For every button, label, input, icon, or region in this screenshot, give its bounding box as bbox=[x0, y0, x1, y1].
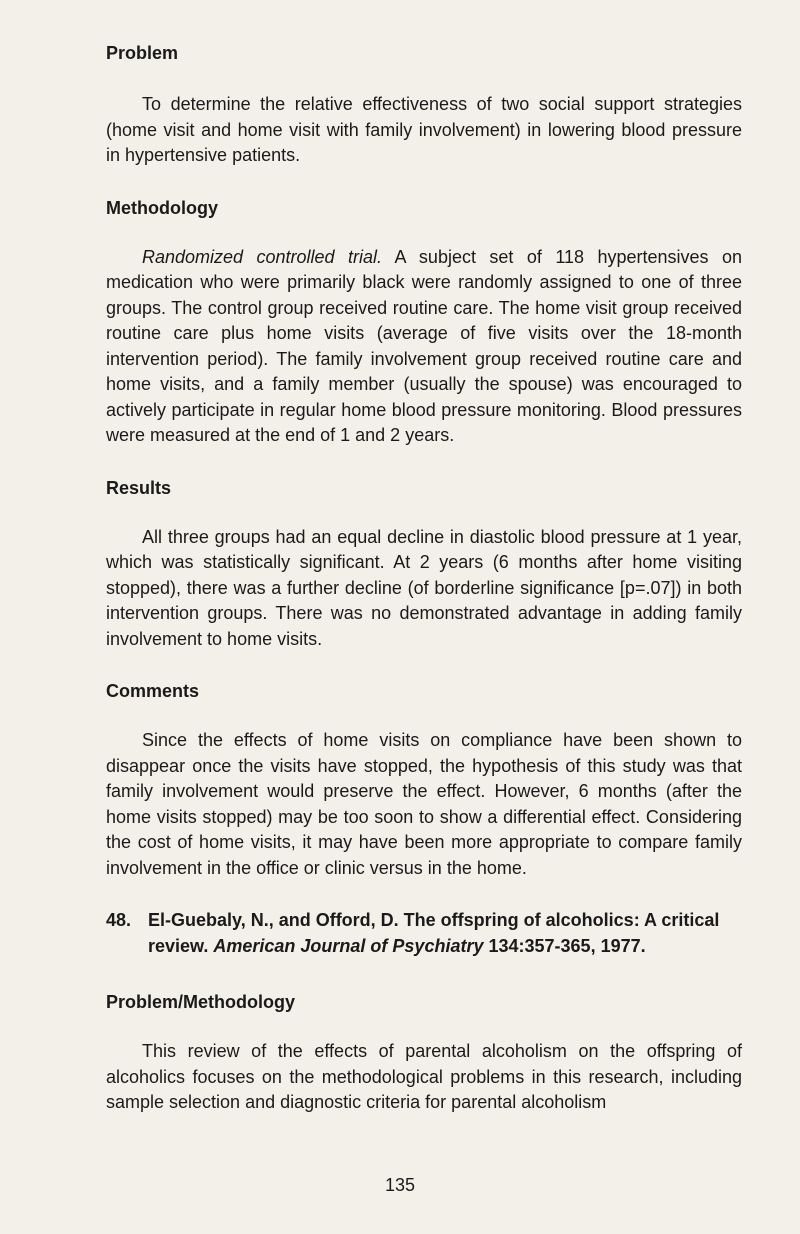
comments-paragraph: Since the effects of home visits on compliance have been shown to disappear once the visits have stopped, the hypothesis of this study was that family involvement would preserve the effect. However, 6 months (after the home visits stopped) may be too soon to show a differential effect. Considering the cost of home visits, it may have been more appropriate to compare family involvement in the office or clinic versus in the home. bbox=[106, 730, 742, 878]
results-paragraph: All three groups had an equal decline in diastolic blood pressure at 1 year, which was statistically significant. At 2 years (6 months after home visiting stopped), there was a further decline (of borderline significance [p=.07]) in both intervention groups. There was no demonstrated advantage in adding family involvement to home visits. bbox=[106, 526, 742, 649]
citation-entry bbox=[106, 908, 742, 959]
results-heading: Results bbox=[106, 477, 172, 498]
problem-methodology-paragraph: This review of the effects of parental alcoholism on the offspring of alcoholics focuses on the methodological problems in this research, including sample selection and diagnostic criteria for parental alcoholism bbox=[106, 1041, 742, 1112]
problem-methodology-heading: Problem/Methodology bbox=[106, 992, 295, 1012]
problem-paragraph: To determine the relative effectiveness of two social support strategies (home visit and home visit with family involvement) in lowering blood pressure in hypertensive patients. bbox=[106, 94, 742, 165]
citation-journal: American Journal of Psychiatry bbox=[213, 935, 484, 956]
methodology-body: A subject set of 118 hypertensives on medication who were primarily black were randomly assigned to one of three groups. The control group received routine care. The home visit group received routine care plus home visits (average of five visits over the 18-month intervention period). The family involvement group received routine care and home visits, and a family member (usually the spouse) was encouraged to actively participate in regular home blood pressure monitoring. Blood pressures were measured at the end of 1 and 2 years. bbox=[106, 246, 742, 445]
methodology-paragraph bbox=[106, 245, 742, 449]
citation-details: 134:357-365, 1977. bbox=[483, 935, 646, 956]
problem-heading: Problem bbox=[106, 43, 179, 63]
comments-heading: Comments bbox=[106, 681, 200, 701]
methodology-heading: Methodology bbox=[106, 197, 218, 218]
page-number: 135 bbox=[384, 1175, 416, 1195]
methodology-lead: Randomized controlled trial. bbox=[142, 246, 383, 267]
citation-number: 48. bbox=[106, 910, 132, 930]
page-content bbox=[106, 36, 742, 1116]
citation-authors-title: El-Guebaly, N., and Offord, D. The offspring of alcoholics: A critical review. bbox=[148, 910, 720, 956]
